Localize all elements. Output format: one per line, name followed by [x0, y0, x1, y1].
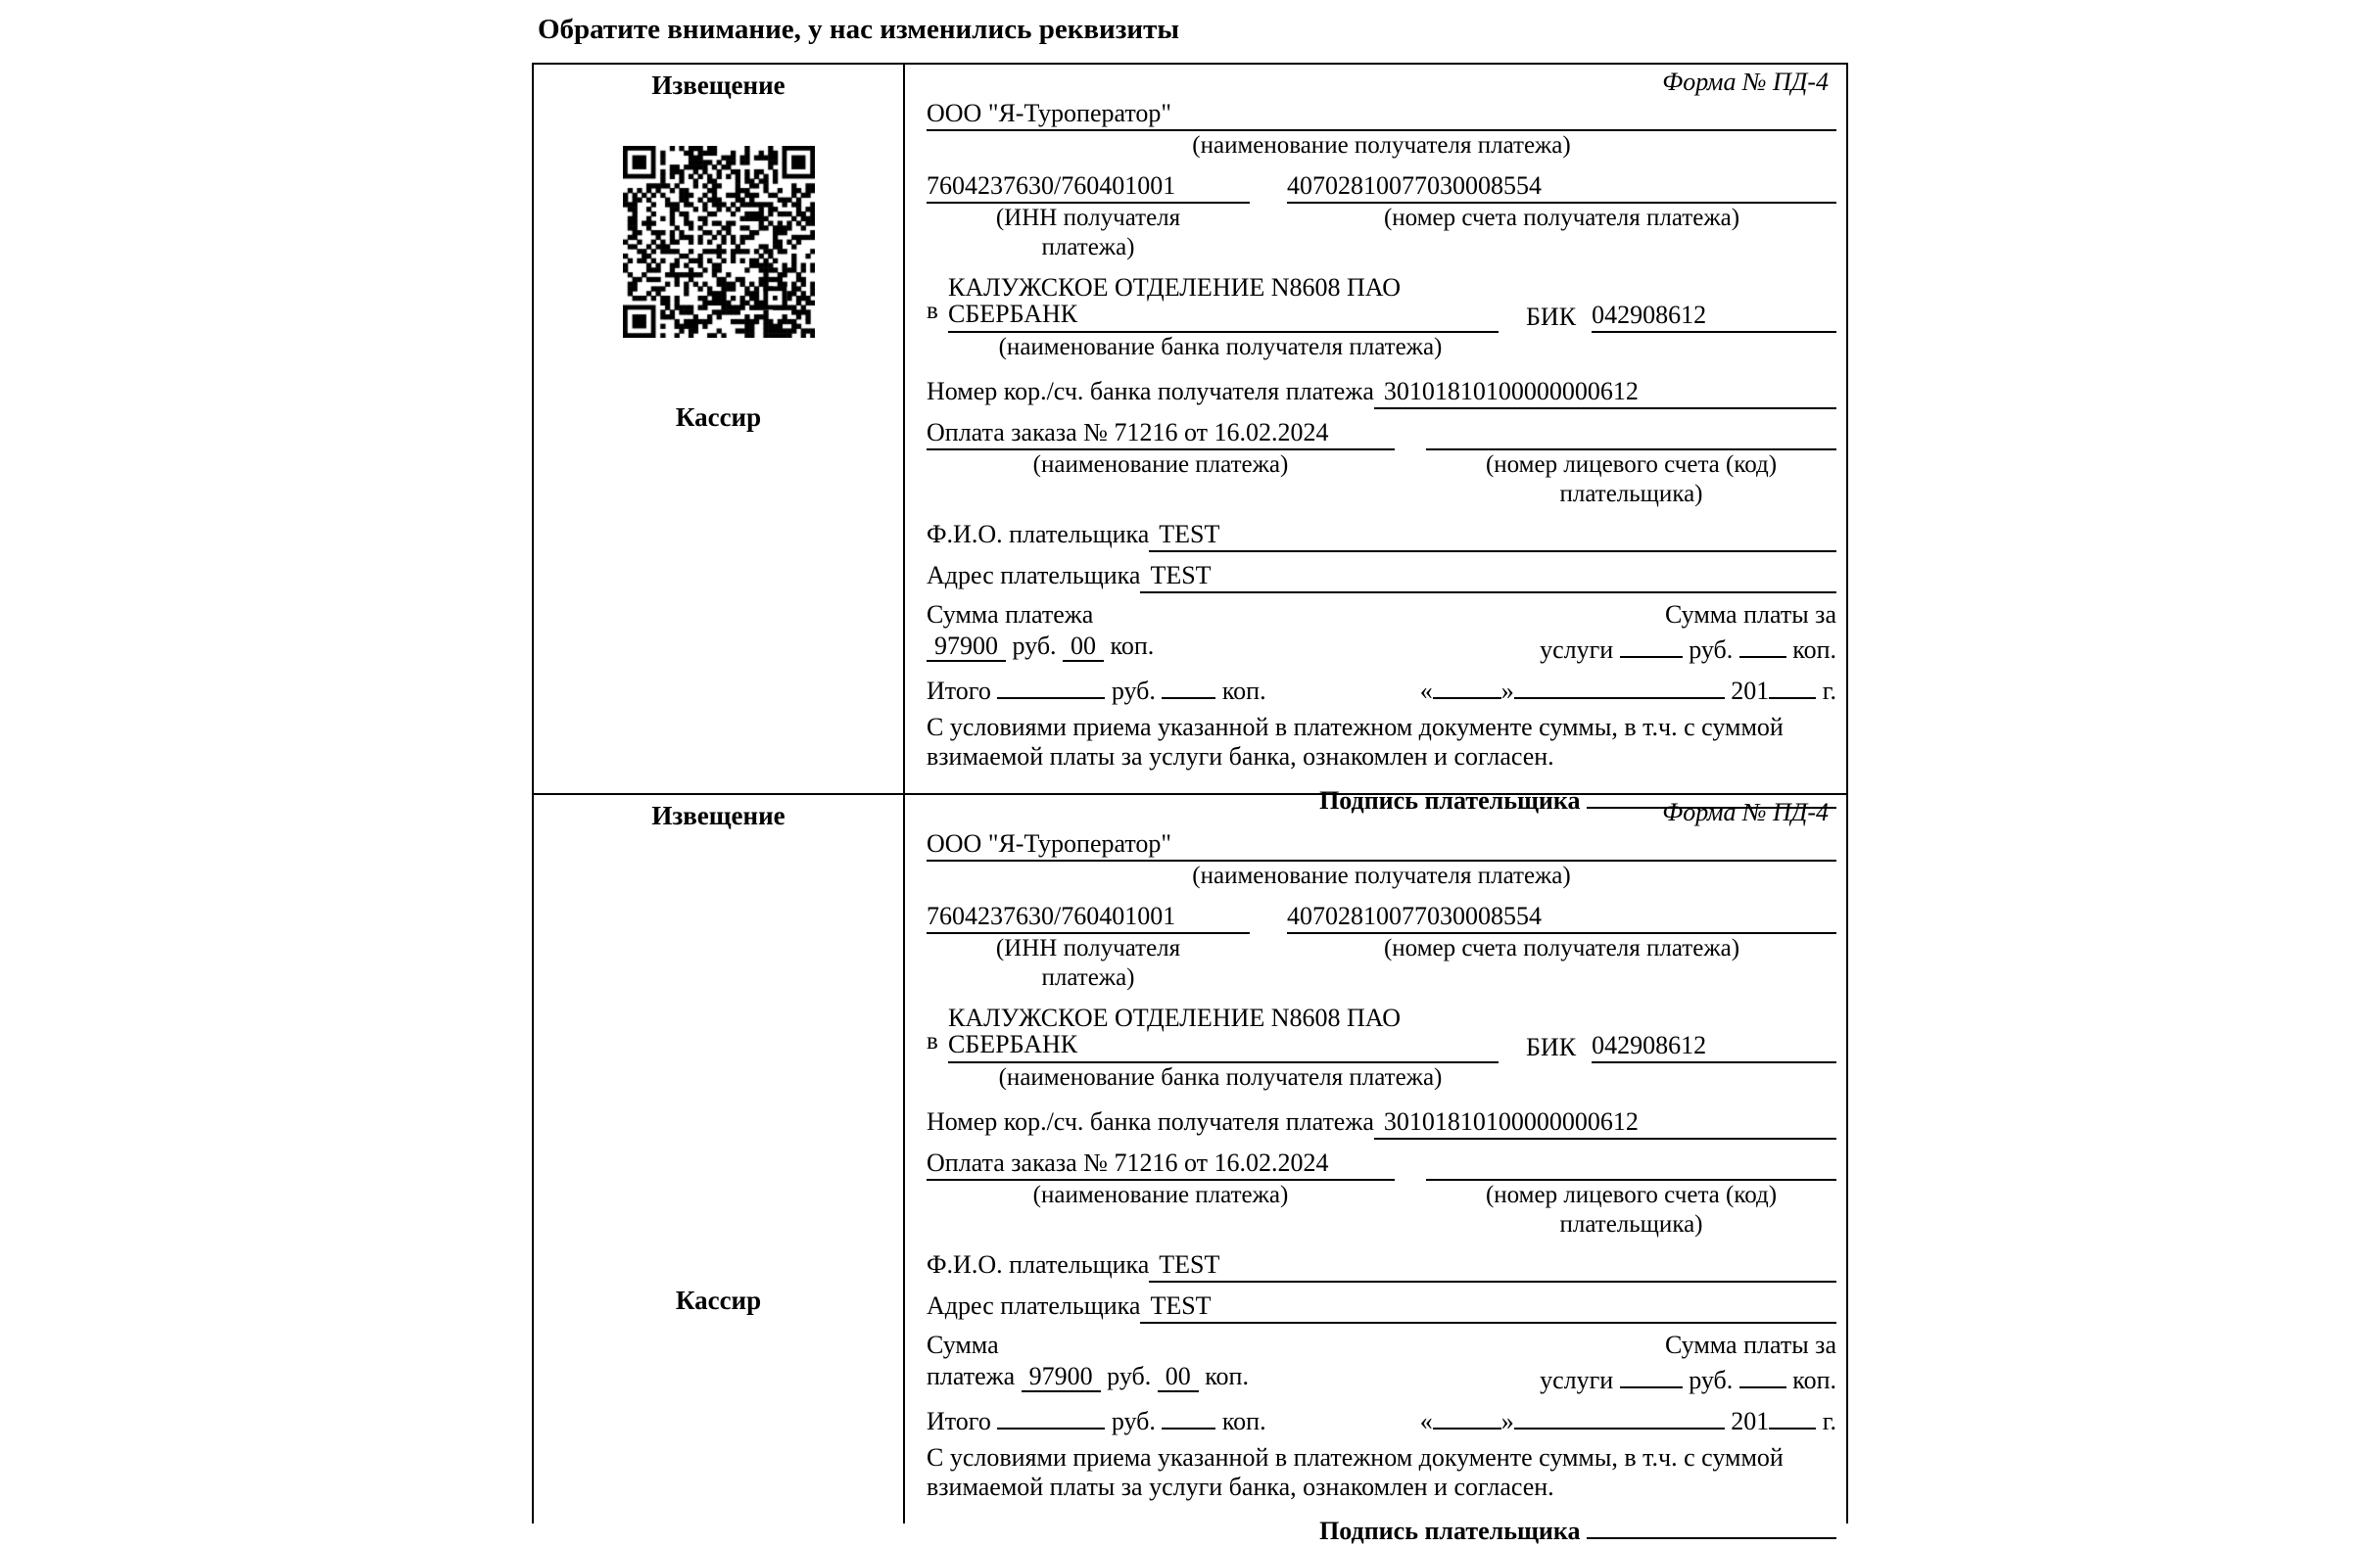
corr-account-value: 30101810100000000612: [1374, 376, 1836, 409]
inn-value: 7604237630/760401001: [927, 901, 1250, 934]
inn-account-row: [927, 170, 1836, 262]
recipient-name-caption: (наименование получателя платежа): [1192, 863, 1571, 889]
coupon2-right-column: [905, 795, 1846, 1545]
notice-header: Извещение: [651, 801, 785, 830]
total-field: Итого руб. коп.: [927, 1402, 1266, 1437]
date-field: « » 201 г.: [1420, 1402, 1836, 1437]
bank-name-value: КАЛУЖСКОЕ ОТДЕЛЕНИЕ N8608 ПАО СБЕРБАНК: [948, 1005, 1499, 1063]
recipient-name-caption: (наименование получателя платежа): [1192, 132, 1571, 159]
payment-purpose-row: [927, 417, 1836, 509]
cashier-label: Кассир: [675, 1286, 762, 1315]
payer-name-value: TEST: [1149, 519, 1836, 552]
sum-amount-rub: 97900: [927, 632, 1006, 662]
form-number-label: Форма № ПД-4: [1662, 798, 1829, 826]
payer-address-row: [927, 1290, 1836, 1324]
account-field: [1287, 901, 1836, 993]
date-year-blank: [1769, 1402, 1816, 1430]
bank-row: [927, 1005, 1836, 1063]
sum-amount-kop: 00: [1063, 632, 1104, 662]
bank-row: [927, 274, 1836, 333]
date-year-blank: [1769, 672, 1816, 699]
payer-name-label: Ф.И.О. плательщика: [927, 520, 1150, 548]
account-value: 40702810077030008554: [1287, 170, 1836, 204]
bik-field: [1526, 1005, 1836, 1063]
signature-row: [927, 1512, 1836, 1547]
date-month-blank: [1514, 672, 1725, 699]
bank-name-caption: (наименование банка получателя платежа): [998, 1064, 1443, 1091]
payer-address-row: [927, 560, 1836, 593]
sum-row: [927, 1330, 1836, 1396]
bik-value: 042908612: [1592, 1030, 1836, 1063]
service-fee-line: услуги руб. коп.: [1400, 1361, 1836, 1396]
inn-caption: (ИНН получателя платежа): [995, 205, 1181, 260]
payment-purpose-value: Оплата заказа № 71216 от 16.02.2024: [927, 1148, 1395, 1181]
sum-row: [927, 599, 1836, 666]
bank-name-caption: (наименование банка получателя платежа): [998, 334, 1443, 360]
total-field: Итого руб. коп.: [927, 672, 1266, 707]
account-field: [1287, 170, 1836, 262]
date-day-blank: [1433, 672, 1501, 699]
page-title: Обратите внимание, у нас изменились реквизиты: [538, 14, 1180, 45]
account-caption: (номер счета получателя платежа): [1383, 205, 1740, 231]
payment-purpose-field: [927, 417, 1395, 509]
bik-label: БИК: [1526, 303, 1577, 331]
payer-name-row: [927, 1249, 1836, 1283]
coupon-notice-1: [534, 65, 1846, 815]
sum-amount-kop: 00: [1158, 1362, 1199, 1392]
account-caption: (номер счета получателя платежа): [1383, 935, 1740, 961]
coupon1-right-column: [905, 65, 1846, 815]
total-row: [927, 672, 1836, 707]
payment-purpose-row: [927, 1148, 1836, 1240]
payer-name-label: Ф.И.О. плательщика: [927, 1250, 1150, 1279]
cashier-label: Кассир: [675, 402, 762, 432]
payer-account-caption: (номер лицевого счета (код) плательщика): [1485, 1182, 1778, 1238]
inn-field: [927, 901, 1250, 993]
sum-field: [927, 1330, 1400, 1396]
bik-value: 042908612: [1592, 300, 1836, 333]
corr-account-row: [927, 376, 1836, 409]
coupon1-left-column: [534, 65, 905, 793]
total-kop-blank: [1162, 672, 1215, 699]
account-value: 40702810077030008554: [1287, 901, 1836, 934]
qr-code: [623, 146, 815, 338]
payment-purpose-caption: (наименование платежа): [1032, 1182, 1289, 1208]
payment-form-pd4: [532, 63, 1848, 1545]
fee-kop-blank: [1739, 631, 1786, 658]
bank-name-value: КАЛУЖСКОЕ ОТДЕЛЕНИЕ N8608 ПАО СБЕРБАНК: [948, 274, 1499, 333]
total-kop-blank: [1162, 1402, 1215, 1430]
date-day-blank: [1433, 1402, 1501, 1430]
bank-prefix: в: [927, 1028, 938, 1055]
recipient-name-value: ООО "Я-Туроператор": [927, 828, 1836, 862]
coupon-notice-2: [534, 795, 1846, 1545]
total-rub-blank: [997, 1402, 1105, 1430]
service-fee-field: [1400, 599, 1836, 666]
agreement-text: С условиями приема указанной в платежном документе суммы, в т.ч. с суммой взимаемой платы за услуги банка, ознакомлен и согласен.: [927, 1443, 1784, 1501]
corr-account-value: 30101810100000000612: [1374, 1106, 1836, 1140]
recipient-name-value: ООО "Я-Туроператор": [927, 98, 1836, 131]
sum-amount-rub: 97900: [1022, 1362, 1101, 1392]
signature-blank: [1587, 1512, 1836, 1539]
inn-value: 7604237630/760401001: [927, 170, 1250, 204]
payer-account-caption: (номер лицевого счета (код) плательщика): [1485, 451, 1778, 507]
service-fee-label: Сумма платы за: [1664, 600, 1836, 629]
service-fee-label: Сумма платы за: [1664, 1331, 1836, 1359]
bik-field: [1526, 274, 1836, 333]
corr-account-row: [927, 1106, 1836, 1140]
payer-address-value: TEST: [1140, 560, 1836, 593]
form-number-label: Форма № ПД-4: [1662, 68, 1829, 96]
coupon2-left-column: [534, 795, 905, 1524]
corr-account-label: Номер кор./сч. банка получателя платежа: [927, 1107, 1374, 1136]
date-field: « » 201 г.: [1420, 672, 1836, 707]
payment-purpose-caption: (наименование платежа): [1032, 451, 1289, 478]
sum-label: Сумма платежа: [927, 600, 1094, 629]
fee-rub-blank: [1620, 1361, 1683, 1388]
date-month-blank: [1514, 1402, 1725, 1430]
total-row: [927, 1402, 1836, 1437]
payer-name-row: [927, 519, 1836, 552]
fee-rub-blank: [1620, 631, 1683, 658]
bik-label: БИК: [1526, 1033, 1577, 1061]
corr-account-label: Номер кор./сч. банка получателя платежа: [927, 377, 1374, 405]
payer-name-value: TEST: [1149, 1249, 1836, 1283]
agreement-text: С условиями приема указанной в платежном документе суммы, в т.ч. с суммой взимаемой платы за услуги банка, ознакомлен и согласен.: [927, 713, 1784, 771]
inn-field: [927, 170, 1250, 262]
total-rub-blank: [997, 672, 1105, 699]
payer-account-blank: [1426, 417, 1836, 450]
payment-purpose-field: [927, 1148, 1395, 1240]
payer-account-field: [1426, 417, 1836, 509]
inn-caption: (ИНН получателя платежа): [995, 935, 1181, 991]
payer-address-label: Адрес плательщика: [927, 1291, 1141, 1320]
sum-amount-line: 97900 руб. 00 коп.: [927, 631, 1400, 662]
sum-amount-line: платежа 97900 руб. 00 коп.: [927, 1362, 1249, 1390]
service-fee-field: [1400, 1330, 1836, 1396]
payer-account-blank: [1426, 1148, 1836, 1181]
service-fee-line: услуги руб. коп.: [1400, 631, 1836, 666]
payer-address-value: TEST: [1140, 1290, 1836, 1324]
fee-kop-blank: [1739, 1361, 1786, 1388]
sum-label-line1: Сумма: [927, 1331, 999, 1359]
inn-account-row: [927, 901, 1836, 993]
bank-prefix: в: [927, 298, 938, 324]
payer-address-label: Адрес плательщика: [927, 561, 1141, 589]
signature-label: Подпись плательщика: [1319, 786, 1581, 815]
sum-field: [927, 599, 1400, 666]
payment-purpose-value: Оплата заказа № 71216 от 16.02.2024: [927, 417, 1395, 450]
notice-header: Извещение: [651, 70, 785, 100]
signature-label: Подпись плательщика: [1319, 1517, 1581, 1545]
payer-account-field: [1426, 1148, 1836, 1240]
